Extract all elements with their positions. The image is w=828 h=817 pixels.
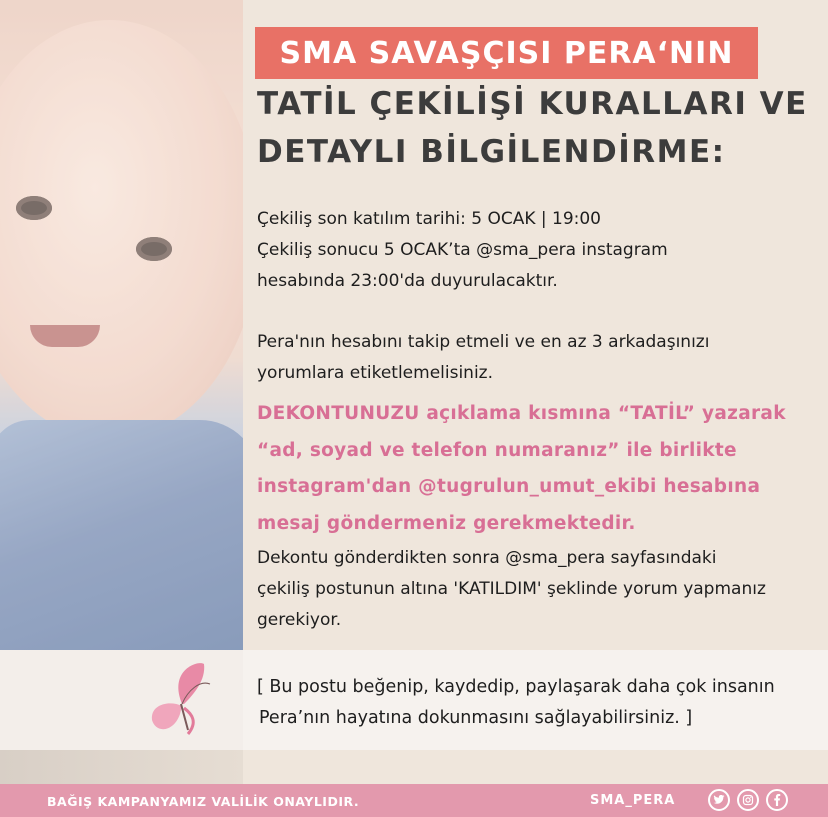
share-quote	[257, 672, 822, 734]
paragraph-receipt	[257, 396, 822, 542]
text-line: çekiliş postunun altına 'KATILDIM' şeklinde yorum yapmanız	[257, 579, 766, 599]
text-line: mesaj göndermeniz gerekmektedir.	[257, 512, 636, 534]
title-line-2: DETAYLI BİLGİLENDİRME:	[257, 134, 726, 170]
text-line: Çekiliş son katılım tarihi: 5 OCAK | 19:00	[257, 209, 602, 229]
facebook-icon[interactable]	[766, 789, 788, 811]
title-line-1: TATİL ÇEKİLİŞİ KURALLARI VE	[257, 86, 808, 122]
footer-handle[interactable]: SMA_PERA	[590, 793, 676, 808]
twitter-icon[interactable]	[708, 789, 730, 811]
text-line: Pera’nın hayatına dokunmasını sağlayabilirsiniz. ]	[259, 708, 693, 728]
paragraph-dates	[257, 204, 822, 297]
butterfly-icon	[148, 660, 214, 740]
instagram-icon[interactable]	[737, 789, 759, 811]
paragraph-comment	[257, 543, 822, 636]
text-line: Dekontu gönderdikten sonra @sma_pera sayfasındaki	[257, 548, 717, 568]
text-line: Pera'nın hesabını takip etmeli ve en az 3 arkadaşınızı	[257, 332, 710, 352]
paragraph-follow	[257, 327, 822, 389]
text-line: Çekiliş sonucu 5 OCAK’ta @sma_pera instagram	[257, 240, 668, 260]
text-line: DEKONTUNUZU açıklama kısmına “TATİL” yazarak	[257, 403, 786, 424]
text-line: yorumlara etiketlemelisiniz.	[257, 363, 493, 383]
photo-bottom	[0, 750, 243, 784]
baby-photo	[0, 0, 243, 650]
text-line: “ad, soyad ve telefon numaranız” ile birlikte	[257, 439, 737, 461]
footer-notice: BAĞIŞ KAMPANYAMIZ VALİLİK ONAYLIDIR.	[47, 794, 360, 809]
text-line: instagram'dan @tugrulun_umut_ekibi hesabına	[257, 476, 761, 497]
text-line: [ Bu postu beğenip, kaydedip, paylaşarak daha çok insanın	[257, 677, 775, 697]
title-badge: SMA SAVAŞÇISI PERA‘NIN	[255, 27, 758, 79]
text-line: hesabında 23:00'da duyurulacaktır.	[257, 271, 558, 291]
text-line: gerekiyor.	[257, 610, 342, 630]
